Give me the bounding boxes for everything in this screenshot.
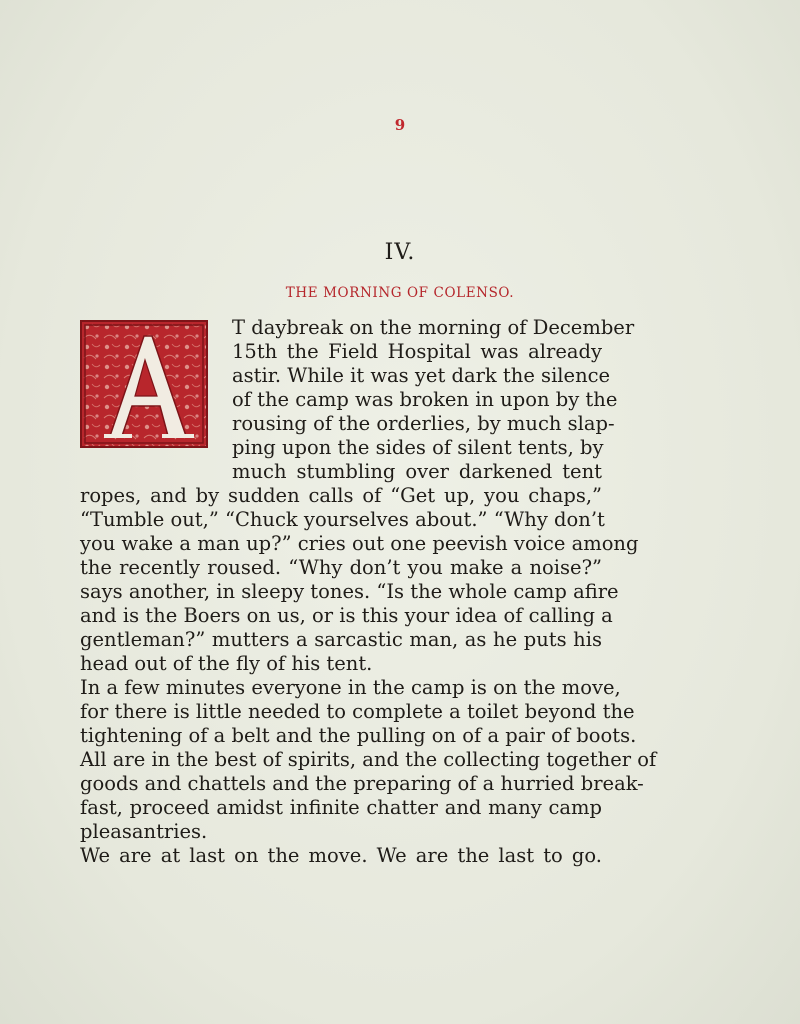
text-line: of the camp was broken in upon by the xyxy=(232,388,618,411)
text-line: ropes, and by sudden calls of “Get up, you chaps,” xyxy=(80,484,602,507)
text-line: “Tumble out,” “Chuck yourselves about.” “Why don’t xyxy=(80,508,605,531)
text-line: All are in the best of spirits, and the collecting together of xyxy=(80,748,657,771)
text-line: fast, proceed amidst infinite chatter and many camp xyxy=(80,796,602,819)
text-line: We are at last on the move. We are the last to go. xyxy=(80,844,602,867)
text-line: ping upon the sides of silent tents, by xyxy=(232,436,604,459)
text-line: goods and chattels and the preparing of a hurried break- xyxy=(80,772,644,795)
floral-ornament-icon xyxy=(82,322,206,446)
text-line: In a few minutes everyone in the camp is on the move, xyxy=(80,676,621,699)
text-line: tightening of a belt and the pulling on of a pair of boots. xyxy=(80,724,637,747)
chapter-title: THE MORNING OF COLENSO. xyxy=(285,285,515,301)
text-line: says another, in sleepy tones. “Is the whole camp afire xyxy=(80,580,619,603)
text-line: you wake a man up?” cries out one peevish voice among xyxy=(80,532,639,555)
text-line: astir. While it was yet dark the silence xyxy=(232,364,611,387)
text-line: and is the Boers on us, or is this your idea of calling a xyxy=(80,604,613,627)
text-line: head out of the fly of his tent. xyxy=(80,652,373,675)
text-line: 15th the Field Hospital was already xyxy=(232,340,602,363)
page-number: 9 xyxy=(394,116,406,134)
text-line: for there is little needed to complete a toilet beyond the xyxy=(80,700,635,723)
text-line: gentleman?” mutters a sarcastic man, as he puts his xyxy=(80,628,602,651)
text-line: T daybreak on the morning of December xyxy=(232,316,635,339)
text-line: much stumbling over darkened tent xyxy=(232,460,602,483)
text-line: rousing of the orderlies, by much slap- xyxy=(232,412,615,435)
text-line: pleasantries. xyxy=(80,820,208,843)
chapter-number: IV. xyxy=(384,240,416,265)
text-line: the recently roused. “Why don’t you make a noise?” xyxy=(80,556,602,579)
drop-cap-initial xyxy=(80,320,208,448)
